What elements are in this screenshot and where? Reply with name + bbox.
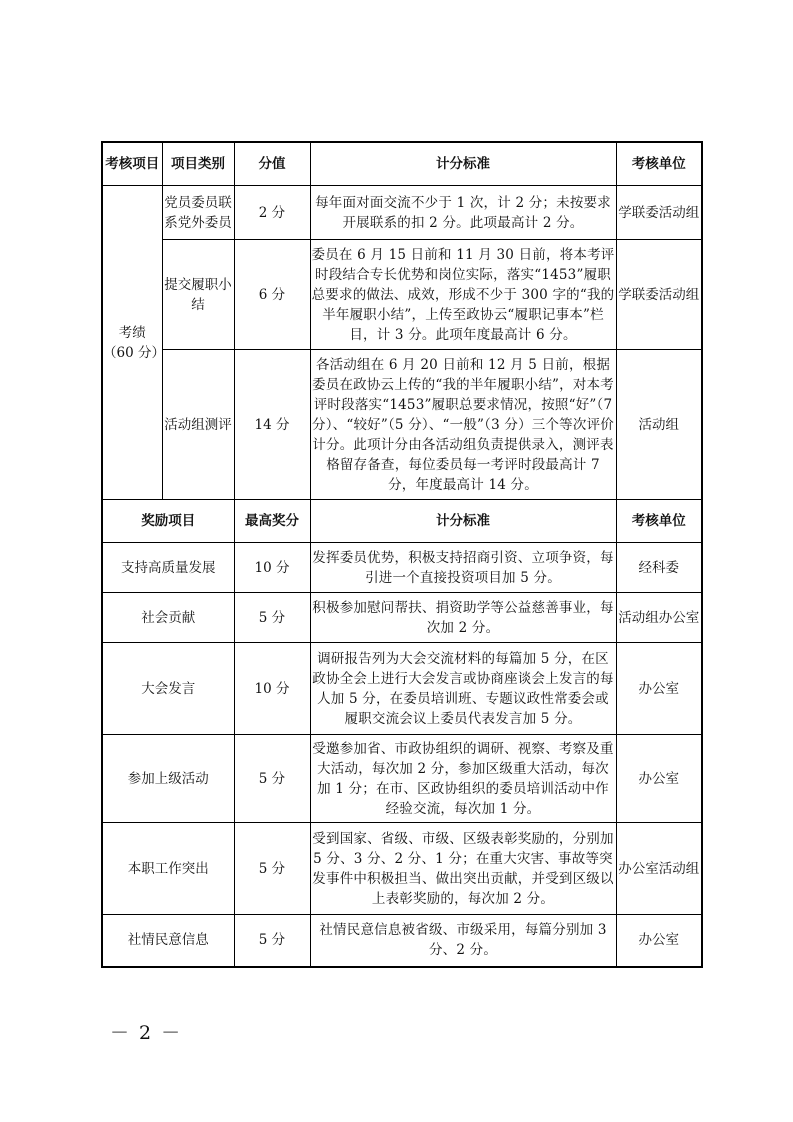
table-row — [102, 543, 702, 593]
table-row — [102, 593, 702, 643]
reward-item-cell: 大会发言 — [102, 643, 234, 735]
reward-item-cell: 本职工作突出 — [102, 823, 234, 915]
reward-item-cell: 参加上级活动 — [102, 735, 234, 823]
score-cell: 6 分 — [234, 240, 310, 350]
unit-cell: 办公室 — [616, 643, 702, 735]
score-cell: 5 分 — [234, 823, 310, 915]
reward-item-cell: 支持高质量发展 — [102, 543, 234, 593]
table-row — [102, 823, 702, 915]
page-number: － 2 － — [110, 1022, 183, 1044]
header-scoring-standard: 计分标准 — [310, 142, 616, 186]
reward-item-cell: 社情民意信息 — [102, 915, 234, 967]
table-row — [102, 350, 702, 500]
table-row — [102, 643, 702, 735]
standard-cell: 受到国家、省级、市级、区级表彰奖励的，分别加 5 分、3 分、2 分、1 分；在重大灾害、事故等突发事件中积极担当、做出突出贡献，并受到区级以上表彰奖励的，每次加 2 分。 — [310, 823, 616, 915]
reward-item-cell: 社会贡献 — [102, 593, 234, 643]
unit-cell: 经科委 — [616, 543, 702, 593]
header-scoring-standard-2: 计分标准 — [310, 500, 616, 543]
standard-cell: 每年面对面交流不少于 1 次，计 2 分；未按要求开展联系的扣 2 分。此项最高计 2 分。 — [310, 186, 616, 240]
category-cell: 提交履职小结 — [162, 240, 234, 350]
score-cell: 10 分 — [234, 543, 310, 593]
standard-cell: 社情民意信息被省级、市级采用，每篇分别加 3 分、2 分。 — [310, 915, 616, 967]
table-header-row — [102, 142, 702, 186]
header-score: 分值 — [234, 142, 310, 186]
header-assessment-unit-2: 考核单位 — [616, 500, 702, 543]
unit-cell: 办公室 — [616, 915, 702, 967]
table-row — [102, 240, 702, 350]
category-cell: 党员委员联系党外委员 — [162, 186, 234, 240]
standard-cell: 调研报告列为大会交流材料的每篇加 5 分，在区政协全会上进行大会发言或协商座谈会上发言的每人加 5 分，在委员培训班、专题议政性常委会或履职交流会议上委员代表发言加 5 分。 — [310, 643, 616, 735]
performance-label — [102, 186, 165, 500]
score-cell: 5 分 — [234, 593, 310, 643]
header-assessment-unit: 考核单位 — [616, 142, 702, 186]
score-cell: 2 分 — [234, 186, 310, 240]
score-cell: 14 分 — [234, 350, 310, 500]
reward-header-row — [102, 500, 702, 543]
score-cell: 5 分 — [234, 735, 310, 823]
unit-cell: 学联委活动组 — [616, 186, 702, 240]
unit-cell: 办公室 — [616, 735, 702, 823]
header-assessment-item: 考核项目 — [102, 142, 162, 186]
assessment-table — [101, 141, 703, 968]
header-max-reward: 最高奖分 — [234, 500, 310, 543]
unit-cell: 办公室活动组 — [616, 823, 702, 915]
table-row — [102, 915, 702, 967]
category-cell: 活动组测评 — [162, 350, 234, 500]
performance-label-line1: 考绩 — [118, 324, 146, 341]
unit-cell: 学联委活动组 — [616, 240, 702, 350]
standard-cell: 发挥委员优势，积极支持招商引资、立项争资，每引进一个直接投资项目加 5 分。 — [310, 543, 616, 593]
header-reward-item: 奖励项目 — [102, 500, 234, 543]
standard-cell: 各活动组在 6 月 20 日前和 12 月 5 日前，根据委员在政协云上传的“我的半年履职小结”，对本考评时段落实“1453”履职总要求情况，按照“好”（7 分）、“较好”（5 分）、“一般”（3 分）三个等次评价计分。此项计分由各活动组负责提供录入，测评表格留存备查，每位委员每一考评时段最高计 7 分，年度最高计 14 分。 — [310, 350, 616, 500]
header-item-category: 项目类别 — [162, 142, 234, 186]
score-cell: 10 分 — [234, 643, 310, 735]
standard-cell: 受邀参加省、市政协组织的调研、视察、考察及重大活动，每次加 2 分，参加区级重大活动，每次加 1 分；在市、区政协组织的委员培训活动中作经验交流，每次加 1 分。 — [310, 735, 616, 823]
unit-cell: 活动组 — [616, 350, 702, 500]
unit-cell: 活动组办公室 — [616, 593, 702, 643]
table-row — [102, 735, 702, 823]
standard-cell: 积极参加慰问帮扶、捐资助学等公益慈善事业，每次加 2 分。 — [310, 593, 616, 643]
standard-cell: 委员在 6 月 15 日前和 11 月 30 日前，将本考评时段结合专长优势和岗位实际，落实“1453”履职总要求的做法、成效，形成不少于 300 字的“我的半年履职小结”，上传至政协云“履职记事本”栏目，计 3 分。此项年度最高计 6 分。 — [310, 240, 616, 350]
table-row — [102, 186, 702, 240]
score-cell: 5 分 — [234, 915, 310, 967]
performance-label-line2: （60 分） — [103, 344, 165, 361]
